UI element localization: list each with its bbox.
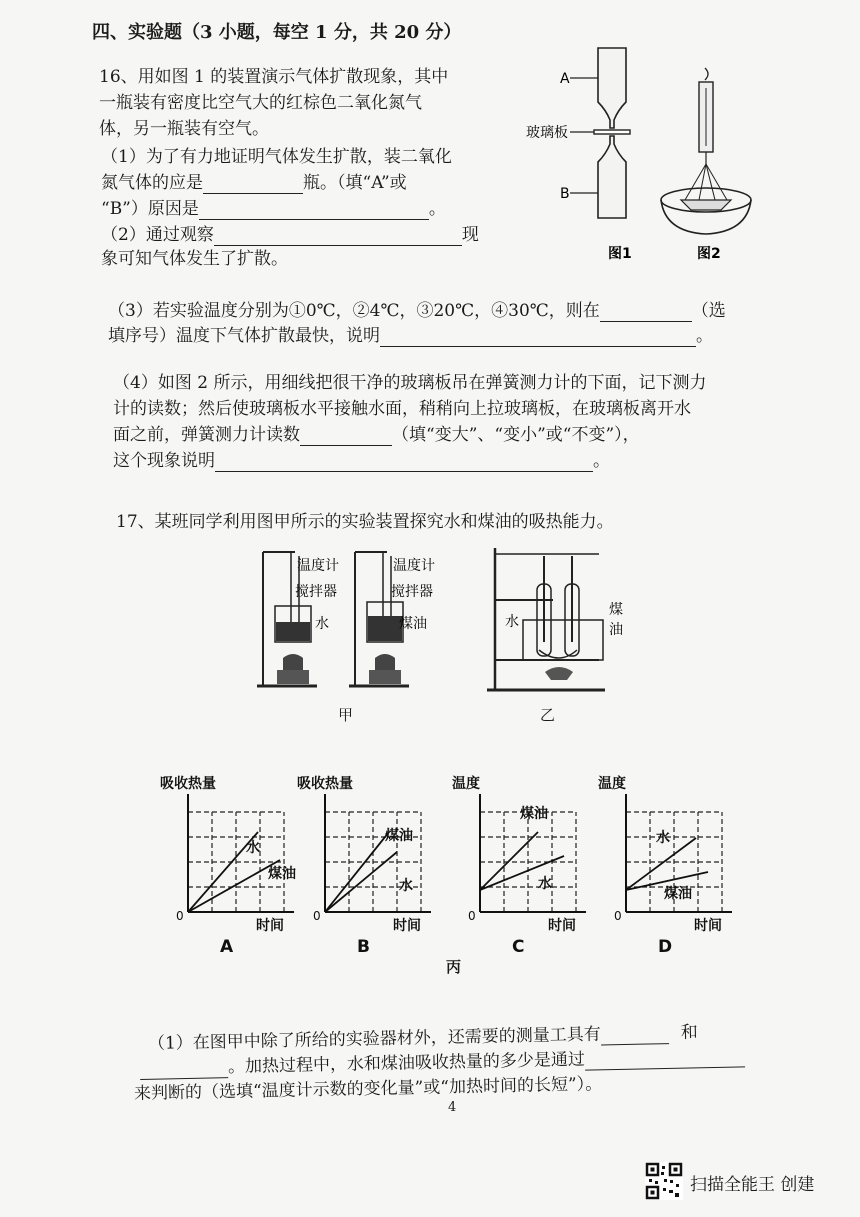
answer-blank[interactable] [380, 330, 696, 347]
graph-c [452, 772, 602, 957]
q16-part4-line4 [113, 450, 610, 472]
q16-part3-text: （3）若实验温度分别为①0℃，②4℃，③20℃，④30℃，则在 [108, 301, 600, 321]
jia-label-kerosene: 煤油 [399, 616, 427, 632]
graph-upper-label: 煤油 [385, 828, 413, 844]
section-title: 四、实验题（3 小题，每空 1 分，共 20 分） [92, 22, 462, 43]
graph-b [297, 772, 447, 957]
q16-part4-line2: 计的读数；然后使玻璃板水平接触水面，稍稍向上拉玻璃板，在玻璃板离开水 [113, 399, 691, 419]
q16-part4-text-2: （填“变大”、“变小”或“不变”）， [392, 425, 640, 445]
graph-ylabel: 温度 [452, 776, 480, 792]
graph-letter: A [220, 937, 234, 957]
upper-line [325, 832, 389, 912]
jia-label-thermo-1: 温度计 [297, 558, 339, 574]
graph-xlabel: 时间 [256, 918, 284, 934]
lower-line [325, 852, 397, 912]
graph-origin: 0 [313, 909, 321, 923]
figure-yi-apparatus [483, 542, 643, 702]
fig1-label-plate: 玻璃板 [526, 125, 568, 141]
q16-part2-line2: 象可知气体发生了扩散。 [101, 249, 288, 269]
period: 。 [428, 199, 446, 219]
fig2-caption: 图2 [697, 246, 721, 262]
q17-part1-line3: 来判断的（选填“温度计示数的变化量”或“加热时间的长短”）。 [133, 1074, 603, 1104]
yi-label-kerosene-2: 油 [609, 622, 623, 638]
q16-part2-text-2: 现 [461, 225, 479, 245]
q16-part2-text: （2）通过观察 [101, 225, 214, 245]
q16-reason-text: “B”）原因是 [101, 199, 199, 219]
answer-blank[interactable] [203, 177, 303, 194]
q16-part3-text-2: （选 [691, 301, 726, 321]
graph-upper-label: 煤油 [520, 806, 548, 822]
graph-letter: D [658, 937, 673, 957]
answer-blank[interactable] [215, 455, 593, 472]
graph-origin: 0 [614, 909, 622, 923]
answer-blank[interactable] [214, 229, 462, 246]
q16-line2: 一瓶装有密度比空气大的红棕色二氧化氮气 [99, 93, 422, 113]
graph-upper-label: 水 [246, 840, 260, 856]
q17-part1-text-2: 和 [680, 1022, 698, 1043]
fig1-label-b: B [560, 186, 570, 202]
answer-blank[interactable] [585, 1050, 745, 1070]
lower-line [188, 860, 280, 912]
jia-label-thermo-2: 温度计 [393, 558, 435, 574]
answer-blank[interactable] [140, 1061, 228, 1080]
q17-part1-text-3: 。加热过程中，水和煤油吸收热量的多少是通过 [227, 1049, 586, 1078]
answer-blank[interactable] [600, 305, 692, 322]
jia-label-stirrer-1: 搅拌器 [295, 584, 337, 600]
fig-yi-caption: 乙 [540, 706, 556, 724]
page-number: 4 [448, 1100, 457, 1115]
q16-part1-line3 [101, 198, 446, 220]
q17-line1: 17、某班同学利用图甲所示的实验装置探究水和煤油的吸热能力。 [116, 512, 614, 532]
q16-part3-line2 [108, 325, 713, 347]
q16-part1-line1: （1）为了有力地证明气体发生扩散，装二氧化 [101, 147, 452, 167]
footer-scanner-credit: 扫描全能王 创建 [690, 1175, 815, 1195]
answer-blank[interactable] [300, 429, 392, 446]
yi-label-kerosene-1: 煤 [609, 602, 623, 618]
q16-part1-text-2: 瓶。（填“A”或 [303, 173, 407, 193]
graph-ylabel: 吸收热量 [297, 776, 353, 792]
graph-d [598, 772, 748, 957]
q16-part1-line2 [101, 172, 407, 194]
upper-line [480, 832, 538, 890]
graph-letter: C [512, 937, 525, 957]
q16-line3: 体，另一瓶装有空气。 [99, 119, 269, 139]
graph-origin: 0 [176, 909, 184, 923]
fig-jia-caption: 甲 [338, 706, 354, 724]
fig-bing-caption: 丙 [446, 958, 462, 976]
graph-lower-label: 水 [399, 878, 413, 894]
q16-part4-text-3: 这个现象说明 [113, 451, 215, 471]
graph-xlabel: 时间 [393, 918, 421, 934]
graph-lower-label: 煤油 [268, 866, 296, 882]
answer-blank[interactable] [601, 1027, 669, 1045]
q16-part1-text: 氮气体的应是 [101, 173, 203, 193]
graph-xlabel: 时间 [548, 918, 576, 934]
qr-code-icon [645, 1162, 683, 1200]
jia-label-stirrer-2: 搅拌器 [391, 584, 433, 600]
figure-1-diffusion-bottles [526, 40, 650, 270]
figure-2-spring-scale [655, 60, 775, 270]
jia-label-water: 水 [315, 616, 329, 632]
graph-ylabel: 吸收热量 [160, 776, 216, 792]
q16-part4-line1: （4）如图 2 所示，用细线把很干净的玻璃板吊在弹簧测力计的下面，记下测力 [113, 373, 707, 393]
graph-lower-label: 煤油 [664, 886, 692, 902]
period: 。 [696, 326, 713, 346]
yi-label-water: 水 [505, 614, 519, 630]
graph-origin: 0 [468, 909, 476, 923]
q16-part4-text: 面之前，弹簧测力计读数 [113, 425, 300, 445]
graph-ylabel: 温度 [598, 776, 626, 792]
q16-line1: 16、用如图 1 的装置演示气体扩散现象，其中 [99, 67, 449, 87]
figure-jia-apparatus [255, 546, 470, 696]
fig1-caption: 图1 [608, 246, 632, 262]
graph-lower-label: 水 [538, 876, 552, 892]
graph-upper-label: 水 [656, 830, 670, 846]
graph-a [160, 772, 310, 957]
graph-xlabel: 时间 [694, 918, 722, 934]
graph-letter: B [357, 937, 370, 957]
q16-part4-line3 [113, 424, 640, 446]
q16-part3-line1 [108, 300, 726, 322]
q16-part2-line1 [101, 224, 479, 246]
fig1-label-a: A [560, 71, 570, 87]
q17-part1-text: （1）在图甲中除了所给的实验器材外，还需要的测量工具有 [147, 1024, 601, 1054]
answer-blank[interactable] [199, 203, 429, 220]
q16-part3-text-3: 填序号）温度下气体扩散最快，说明 [108, 326, 380, 346]
period: 。 [593, 451, 610, 471]
